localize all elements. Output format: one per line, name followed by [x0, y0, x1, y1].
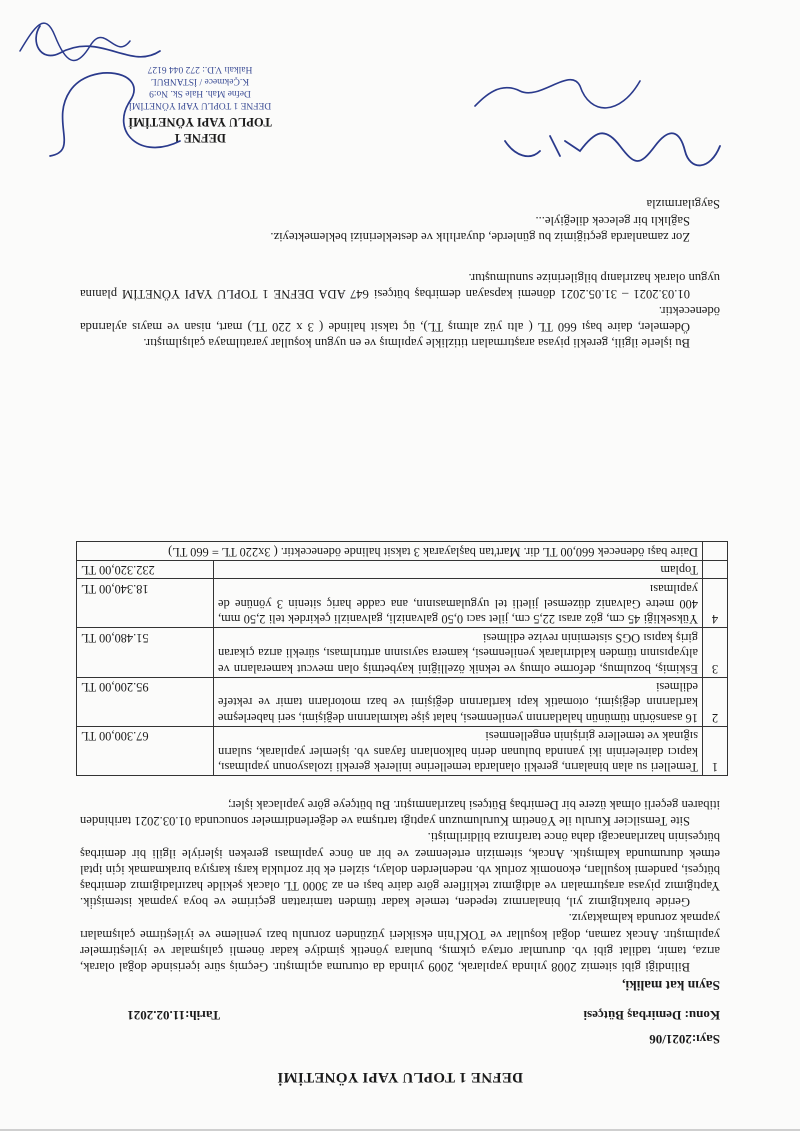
- paragraph-period: 01.03.2021 – 31.05.2021 dönemi kapsayan demirbaş bütçesi 647 ADA DEFNE 1 TOPLU YAPI YÖNETİM planına uygun olarak hazırlanıp bilgilerinize sunulmuştur.: [80, 271, 720, 302]
- paragraph-background: Geride bıraktığımız yıl, binalarımız tepeden, temele kadar tümden tamirattan geçirime ve boya yapmak istemişti̇k. Yaptığımız piyasa araştırmaları ve aldığımız tekliflere göre daire başı en az 3000 TL olacak şekilde hazırladığımız demirbaş bütçesi, pandemi koşulları, ekonomik zorluk vb. nedenlerden dolayı, sizleri ek bir zorlukla karşı karşıya bırakmamak için iptal etmek durumunda kalmıştık. Ancak, sitemizin ertelenmez ve bir an önce yapılması gereken işleriyle ilgili bir demirbaş bütçesinin hazırlanacağı daha önce tarafınıza bildirilmişti.: [80, 830, 720, 910]
- row-amount: 95.200,00 TL: [77, 677, 214, 726]
- paragraph-intro: Bilindiği gibi sitemiz 2008 yılında yapılarak, 2009 yılında da oturuma açılmıştır. Geçmiş süre içerisinde doğal olarak, arıza, tamir, tadilat gibi vb. durumlar ortaya çıkmış, bunlara yönetik şimdiye kadar önemli çalışmalar ve iyileştirmeler yapılmıştır. Ancak zaman, doğal koşullar ve TOKİ'nin eksikleri yüzünden zorunlu bazı yenileme ve iyileştirme çalışmaları yapmak zorunda kalmaktayız.: [80, 911, 720, 974]
- after-table-text: [80, 270, 720, 351]
- total-label: Toplam: [214, 560, 703, 578]
- table-row: [77, 677, 728, 726]
- row-amount: 18.340,00 TL: [77, 579, 214, 628]
- page-title: DEFNE 1 TOPLU YAPI YÖNETİMİ: [277, 1069, 523, 1085]
- closing-text: [80, 196, 720, 245]
- row-description: 16 asansörün tümünün halatlarının yenilenmesi, halat şişe takımlarının değişimi, seri haberleşme kartlarının değişimi, otomatik kapı kartlarının değişimi ve bazı motorların tamir ve rektefe edilmesi: [214, 677, 703, 726]
- row-description: Temelleri su alan binaların, gerekli olanlarda temellerine inilerek gerekli izolasyonun yapılması, kapıcı dairelerinin iki yanında bulunan derin balkonların fayans vb. işlemler yapılarak, suların sığınak ve temellere girişinin engellenmesi: [214, 726, 703, 775]
- body-text: [80, 797, 720, 975]
- paragraph-decision: Site Temsilcier Kurulu ile Yönetim Kurulumuzun yaptığı tartışma ve değerlendirmeler sonucunda 01.03.2021 tarihinden itibaren geçerli olmak üzere bir Demirbaş Bütçesi hazırlanmıştır. Bu bütçeye göre yapılacak işler;: [80, 797, 720, 829]
- stamp-line: K.Çekmece / İSTANBUL: [150, 76, 250, 86]
- table-row: [77, 726, 728, 775]
- closing-line: Sağlıklı bir gelecek dileğiyle...: [535, 213, 690, 228]
- total-row: [77, 560, 728, 578]
- note-row-spacer: [703, 542, 728, 560]
- row-amount: 67.300,00 TL: [77, 726, 214, 775]
- closing-line: Zor zamanlarda geçtiğimiz bu günlerde, duyarlılık ve desteklerinizi beklemekteyiz.: [270, 230, 690, 244]
- row-number: 1: [703, 726, 728, 775]
- stamp-line: Defne Mah. Hale Sk. No:9: [149, 88, 251, 98]
- row-number: 2: [703, 677, 728, 726]
- handwritten-signature-serkan: [490, 111, 730, 181]
- budget-table: [76, 541, 728, 776]
- document-number: Sayı:2021/06: [649, 1032, 720, 1047]
- paragraph-payment: Ödemeler, daire başı 660 TL ( altı yüz altmış TL), üç taksit halinde ( 3 x 220 TL) mart, nisan ve mayıs aylarında ödenecektir.: [80, 303, 720, 334]
- closing-line: Saygılarımızla: [646, 197, 720, 212]
- table-row: [77, 628, 728, 677]
- row-number: 3: [703, 628, 728, 677]
- installment-note: Daire başı ödenecek 660,00 TL dir. Mart'tan başlayarak 3 taksit halinde ödenecektir. ( 3x220 TL = 660 TL): [77, 542, 703, 560]
- note-row: [77, 542, 728, 560]
- salutation: Sayın kat maliki,: [622, 978, 720, 993]
- total-amount: 232.320,00 TL: [77, 560, 214, 578]
- row-description: Yüksekliği 45 cm, göz arası 22,5 cm, jilet sacı 0,50 galvanizli, galvanizli çekirdek teli 2,50 mm, 400 metre Galvaniz düzemsel jiletli tel uygulamasının, ana cadde hariç sitenin 3 yönüne de yapılması: [214, 579, 703, 628]
- row-description: Eskimiş, bozulmuş, deforme olmuş ve teknik özelliğini kaybetmiş olan mevcut kameraların ve altyapısının tümden kaldırılarak yenilenmesi, kamera sayısının arttırılması, sürekli arıza çıkaran giriş kapısı OGS sisteminin revize edilmesi: [214, 628, 703, 677]
- row-amount: 51.480,00 TL: [77, 628, 214, 677]
- handwritten-signature-paraf: [460, 61, 660, 121]
- stamp-line: Halkalı V.D.: 272 044 6127: [147, 64, 253, 74]
- signature-org-line1: DEFNE 1: [174, 131, 226, 145]
- handwritten-signature-yusuf: [10, 11, 140, 71]
- stamp-line: DEFNE 1 TOPLU YAPI YÖNETİMİ: [128, 100, 272, 110]
- total-row-spacer: [703, 560, 728, 578]
- signature-org-line2: TOPLU YAPI YÖNETİMİ: [128, 115, 272, 129]
- document-date: Tarih:11.02.2021: [127, 1008, 220, 1023]
- row-number: 4: [703, 579, 728, 628]
- table-row: [77, 579, 728, 628]
- document-subject: Konu: Demirbaş Bütçesi: [583, 1008, 720, 1023]
- paragraph-research: Bu işlerle ilgili, gerekli piyasa araştırmaları titizlikle yapılmış ve en uygun koşullar yaratılmaya çalışılmıştır.: [143, 336, 690, 350]
